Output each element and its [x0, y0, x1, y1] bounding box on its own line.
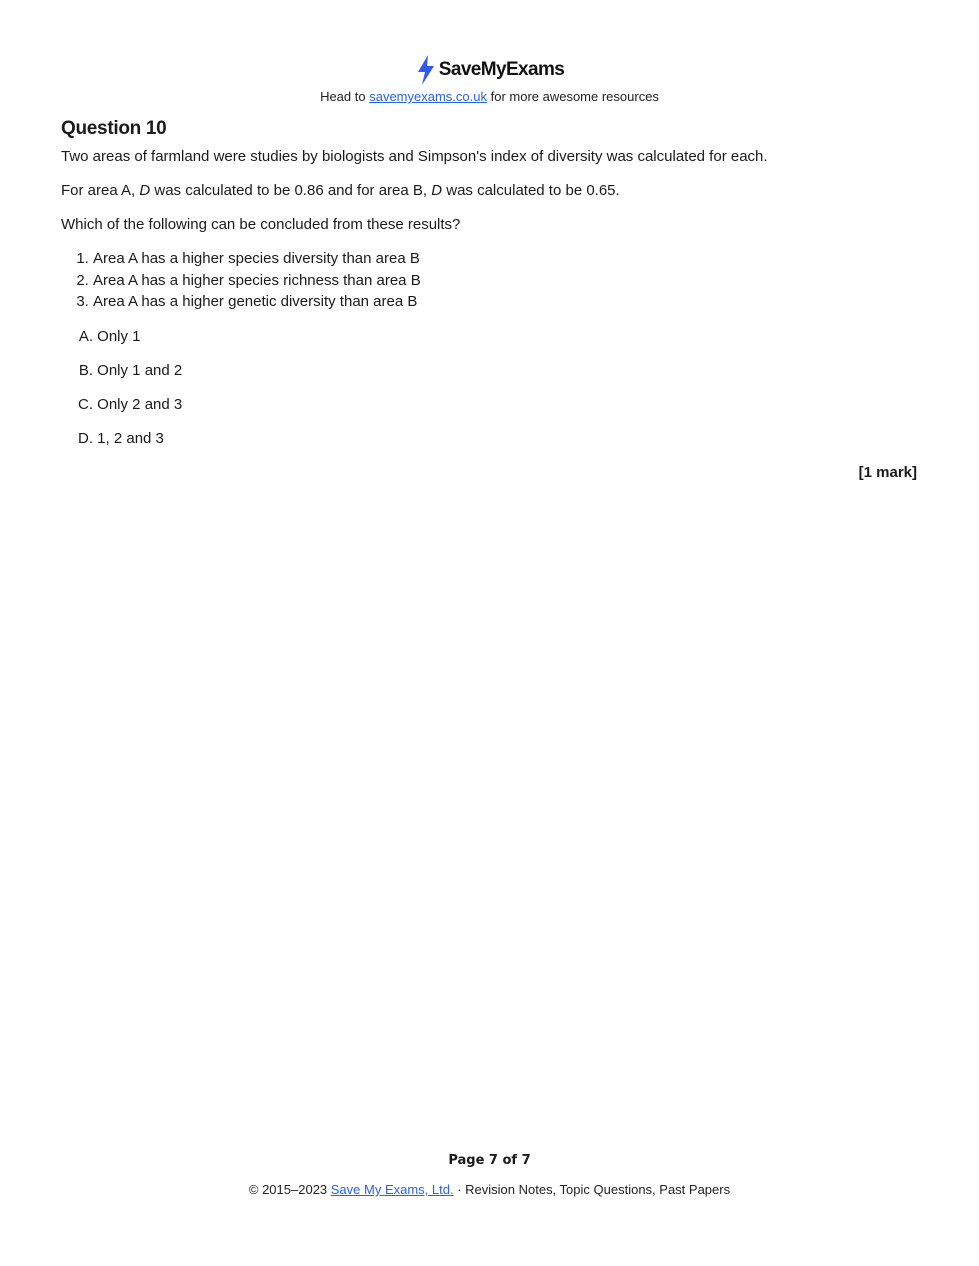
statement-item: 1. Area A has a higher species diversity than area B	[93, 248, 917, 270]
statement-list	[61, 248, 917, 313]
question-prompt: Which of the following can be concluded from these results?	[61, 216, 461, 233]
marks-label: [1 mark]	[858, 464, 917, 481]
option-c: C. Only 2 and 3	[78, 395, 183, 413]
logo[interactable]	[415, 54, 564, 86]
option-d: D. 1, 2 and 3	[78, 429, 164, 447]
header-tagline: Head to savemyexams.co.uk for more awesome resources	[320, 89, 659, 104]
footer: © 2015–2023 Save My Exams, Ltd. · Revision Notes, Topic Questions, Past Papers	[248, 1182, 731, 1197]
question-values: For area A, D was calculated to be 0.86 and for area B, D was calculated to be 0.65.	[61, 182, 620, 199]
statement-item: 3. Area A has a higher genetic diversity than area B	[93, 291, 917, 313]
question-title: Question 10	[61, 118, 167, 139]
logo-text: SaveMyExams	[438, 59, 565, 80]
question-intro: Two areas of farmland were studies by biologists and Simpson's index of diversity was calculated for each.	[61, 148, 768, 165]
lightning-bolt-icon	[415, 54, 437, 86]
company-link[interactable]: Save My Exams, Ltd.	[330, 1182, 454, 1197]
statement-item: 2. Area A has a higher species richness than area B	[93, 270, 917, 292]
option-b: B. Only 1 and 2	[78, 361, 183, 379]
site-link[interactable]: savemyexams.co.uk	[369, 89, 487, 104]
page-number: Page 7 of 7	[448, 1153, 531, 1168]
question-content	[61, 118, 917, 462]
option-a: A. Only 1	[78, 327, 141, 345]
page-header	[0, 54, 979, 91]
answer-options	[61, 326, 917, 449]
